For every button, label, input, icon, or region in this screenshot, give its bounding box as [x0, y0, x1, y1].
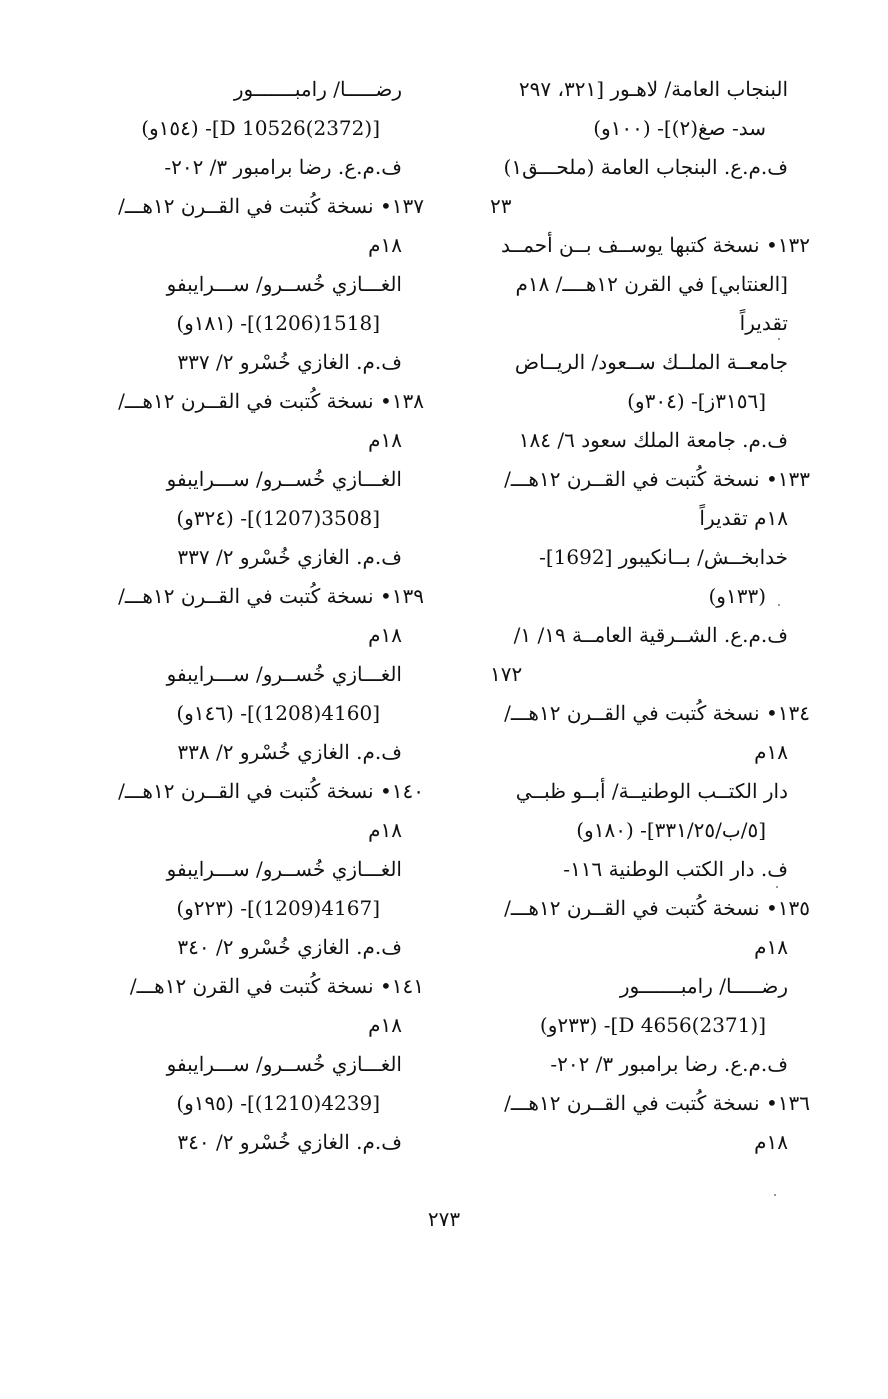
entry-line: سد- صغ(٢)]- (١٠٠و): [593, 116, 766, 140]
entry-line: [4160(1208)]- (١٤٦و): [176, 701, 380, 725]
entry-line: ف.م. الغازي خُسْرو ٢/ ٣٤٠: [177, 1130, 402, 1154]
entry-heading: ١٤٠• نسخة كُتبت في القــرن ١٢هـــ/: [118, 779, 424, 803]
entry-line: ف.م. جامعة الملك سعود ٦/ ١٨٤: [518, 428, 788, 452]
entry-line: [4167(1209)]- (٢٢٣و): [176, 896, 380, 920]
entry-line: ١٨م تقديراً: [699, 506, 788, 530]
entry-line: ١٨م: [754, 740, 788, 764]
scan-speck: [774, 1194, 776, 1196]
entry-line: ف. دار الكتب الوطنية ١١٦-: [563, 857, 788, 881]
entry-line: [٥/ب/٣٣١/٢٥]- (١٨٠و): [576, 818, 766, 842]
entry-line: [3508(1207)]- (٣٢٤و): [176, 506, 380, 530]
entry-heading: ١٣٩• نسخة كُتبت في القــرن ١٢هـــ/: [118, 584, 424, 608]
entry-line: ١٨م: [368, 623, 402, 647]
entry-line: ١٨م: [368, 233, 402, 257]
entry-heading: ١٣٣• نسخة كُتبت في القــرن ١٢هـــ/: [504, 467, 810, 491]
entry-heading: ١٣٥• نسخة كُتبت في القــرن ١٢هـــ/: [504, 896, 810, 920]
entry-line: [(2372)10526 D]- (١٥٤و): [141, 116, 380, 140]
entry-line: [(2371)4656 D]- (٢٣٣و): [539, 1013, 766, 1037]
entry-heading: ١٣٦• نسخة كُتبت في القــرن ١٢هـــ/: [504, 1091, 810, 1115]
entry-line: جامعــة الملــك ســعود/ الريــاض: [514, 350, 788, 374]
entry-line: ف.م. الغازي خُسْرو ٢/ ٣٣٧: [177, 350, 402, 374]
entry-line: [العنتابي] في القرن ١٢هــــ/ ١٨م: [515, 272, 788, 296]
entry-line: دار الكتــب الوطنيــة/ أبــو ظبــي: [515, 779, 788, 803]
entry-line: خدابخــش/ بــانكيبور [1692]-: [539, 545, 788, 569]
entry-line: ف.م.ع. رضا برامبور ٣/ ٢٠٢-: [550, 1052, 788, 1076]
entry-line: البنجاب العامة/ لاهـور [٣٢١، ٢٩٧: [518, 77, 788, 101]
entry-heading: ١٣٢• نسخة كتبها يوســف بــن أحمــد: [500, 233, 810, 257]
entry-line: ف.م.ع. البنجاب العامة (ملحـــق١): [503, 155, 788, 179]
entry-line: ١٧٢: [490, 662, 523, 686]
right-column: [470, 70, 810, 1162]
entry-line: الغـــازي خُســرو/ ســـرايبفو: [166, 1052, 402, 1076]
entry-heading: ١٤١• نسخة كُتبت في القرن ١٢هـــ/: [129, 974, 424, 998]
entry-line: ١٨م: [754, 935, 788, 959]
entry-line: الغـــازي خُســرو/ ســـرايبفو: [166, 857, 402, 881]
entry-line: الغـــازي خُســرو/ ســـرايبفو: [166, 272, 402, 296]
entry-heading: ١٣٤• نسخة كُتبت في القــرن ١٢هـــ/: [504, 701, 810, 725]
entry-line: (١٣٣و): [708, 584, 766, 608]
entry-line: ف.م. الغازي خُسْرو ٢/ ٣٣٧: [177, 545, 402, 569]
entry-line: [٣١٥٦ز]- (٣٠٤و): [627, 389, 766, 413]
entry-line: ٢٣: [490, 194, 512, 218]
entry-line: [1518(1206)]- (١٨١و): [176, 311, 380, 335]
entry-line: ف.م. الغازي خُسْرو ٢/ ٣٣٨: [177, 740, 402, 764]
page-number: ٢٧٣: [427, 1207, 461, 1231]
entry-line: الغـــازي خُســرو/ ســـرايبفو: [166, 467, 402, 491]
entry-line: ١٨م: [368, 818, 402, 842]
entry-line: رضـــــا/ رامبـــــــور: [619, 974, 788, 998]
entry-line: ف.م. الغازي خُسْرو ٢/ ٣٤٠: [177, 935, 402, 959]
entry-line: ١٨م: [368, 1013, 402, 1037]
entry-line: [4239(1210)]- (١٩٥و): [176, 1091, 380, 1115]
entry-heading: ١٣٧• نسخة كُتبت في القــرن ١٢هـــ/: [118, 194, 424, 218]
entry-line: تقديراً: [739, 311, 788, 335]
entry-line: الغـــازي خُســرو/ ســـرايبفو: [166, 662, 402, 686]
entry-line: رضـــــا/ رامبـــــــور: [233, 77, 402, 101]
left-column: [84, 70, 424, 1162]
entry-line: ف.م.ع. الشــرقية العامــة ١٩/ ١/: [513, 623, 788, 647]
entry-line: ف.م.ع. رضا برامبور ٣/ ٢٠٢-: [164, 155, 402, 179]
entry-line: ١٨م: [368, 428, 402, 452]
entry-heading: ١٣٨• نسخة كُتبت في القــرن ١٢هـــ/: [118, 389, 424, 413]
entry-line: ١٨م: [754, 1130, 788, 1154]
scan-speck: [778, 604, 780, 606]
scan-speck: [776, 886, 778, 888]
scan-speck: [778, 338, 780, 340]
